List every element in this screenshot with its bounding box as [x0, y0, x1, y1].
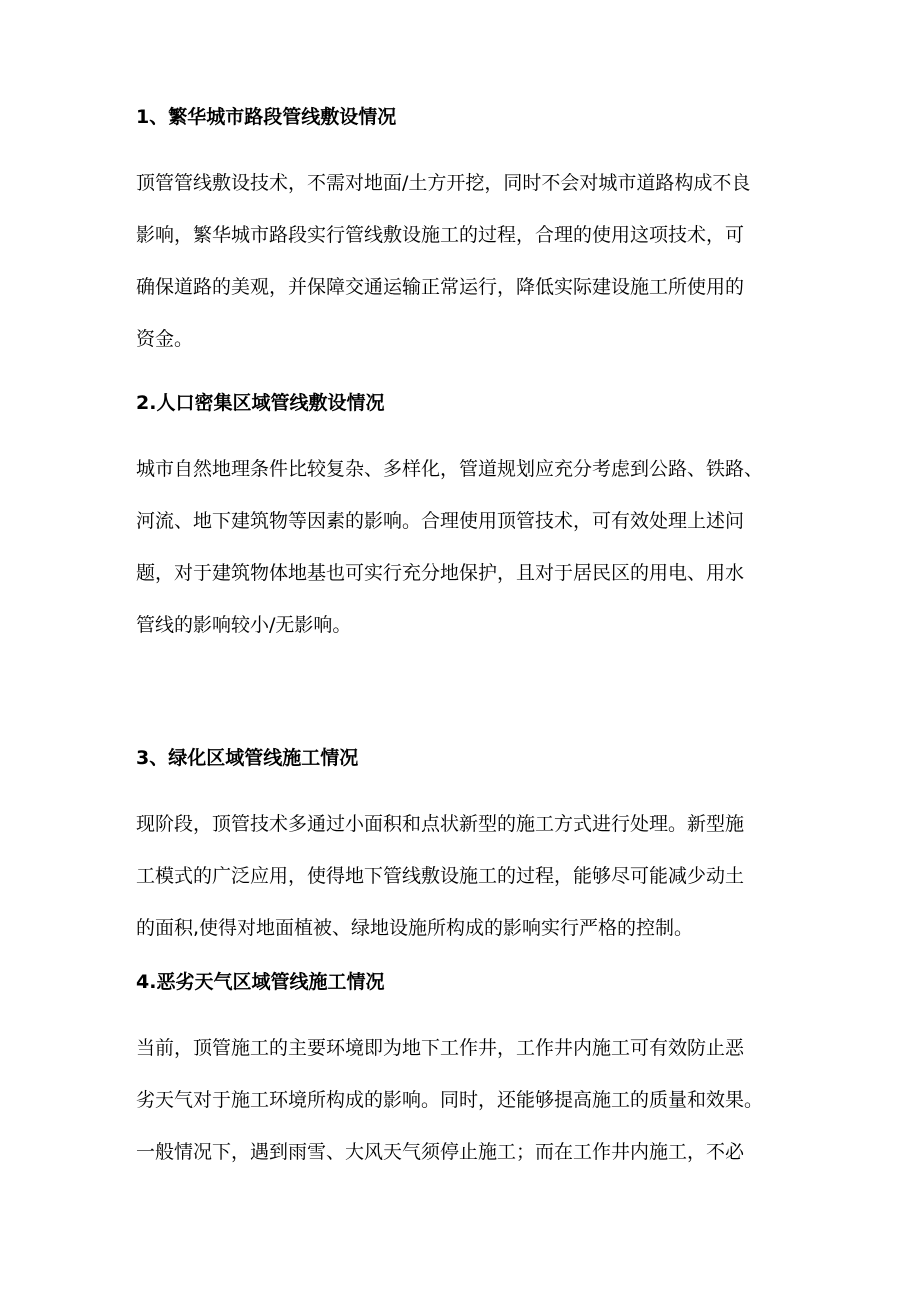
paragraph-line: 影响，繁华城市路段实行管线敷设施工的过程，合理的使用这项技术，可	[136, 224, 745, 246]
paragraph-line: 现阶段，顶管技术多通过小面积和点状新型的施工方式进行处理。新型施	[136, 813, 745, 835]
paragraph-line: 当前，顶管施工的主要环境即为地下工作井，工作井内施工可有效防止恶	[136, 1037, 745, 1059]
section-4-paragraph	[136, 1036, 796, 1164]
section-2-paragraph	[136, 457, 796, 637]
paragraph-line: 确保道路的美观，并保障交通运输正常运行，降低实际建设施工所使用的	[136, 276, 745, 298]
section-3-heading: 3、绿化区域管线施工情况	[136, 747, 359, 769]
section-4-heading: 4.恶劣天气区域管线施工情况	[136, 971, 385, 993]
section-3-paragraph	[136, 812, 796, 940]
paragraph-line: 管线的影响较小/无影响。	[136, 614, 352, 636]
section-1-paragraph	[136, 171, 796, 351]
paragraph-line: 河流、地下建筑物等因素的影响。合理使用顶管技术，可有效处理上述问	[136, 510, 745, 532]
paragraph-line: 题，对于建筑物体地基也可实行充分地保护，且对于居民区的用电、用水	[136, 562, 745, 584]
paragraph-line: 资金。	[136, 328, 194, 350]
paragraph-line: 一般情况下，遇到雨雪、大风天气须停止施工；而在工作井内施工，不必	[136, 1141, 745, 1163]
section-2-heading: 2.人口密集区域管线敷设情况	[136, 392, 385, 414]
paragraph-line: 的面积,使得对地面植被、绿地设施所构成的影响实行严格的控制。	[136, 917, 694, 939]
section-1-heading: 1、繁华城市路段管线敷设情况	[136, 106, 397, 128]
paragraph-line: 顶管管线敷设技术，不需对地面/土方开挖，同时不会对城市道路构成不良	[136, 172, 751, 194]
paragraph-line: 劣天气对于施工环境所构成的影响。同时，还能够提高施工的质量和效果。	[136, 1089, 764, 1111]
paragraph-line: 城市自然地理条件比较复杂、多样化，管道规划应充分考虑到公路、铁路、	[136, 458, 764, 480]
paragraph-line: 工模式的广泛应用，使得地下管线敷设施工的过程，能够尽可能减少动土	[136, 865, 745, 887]
